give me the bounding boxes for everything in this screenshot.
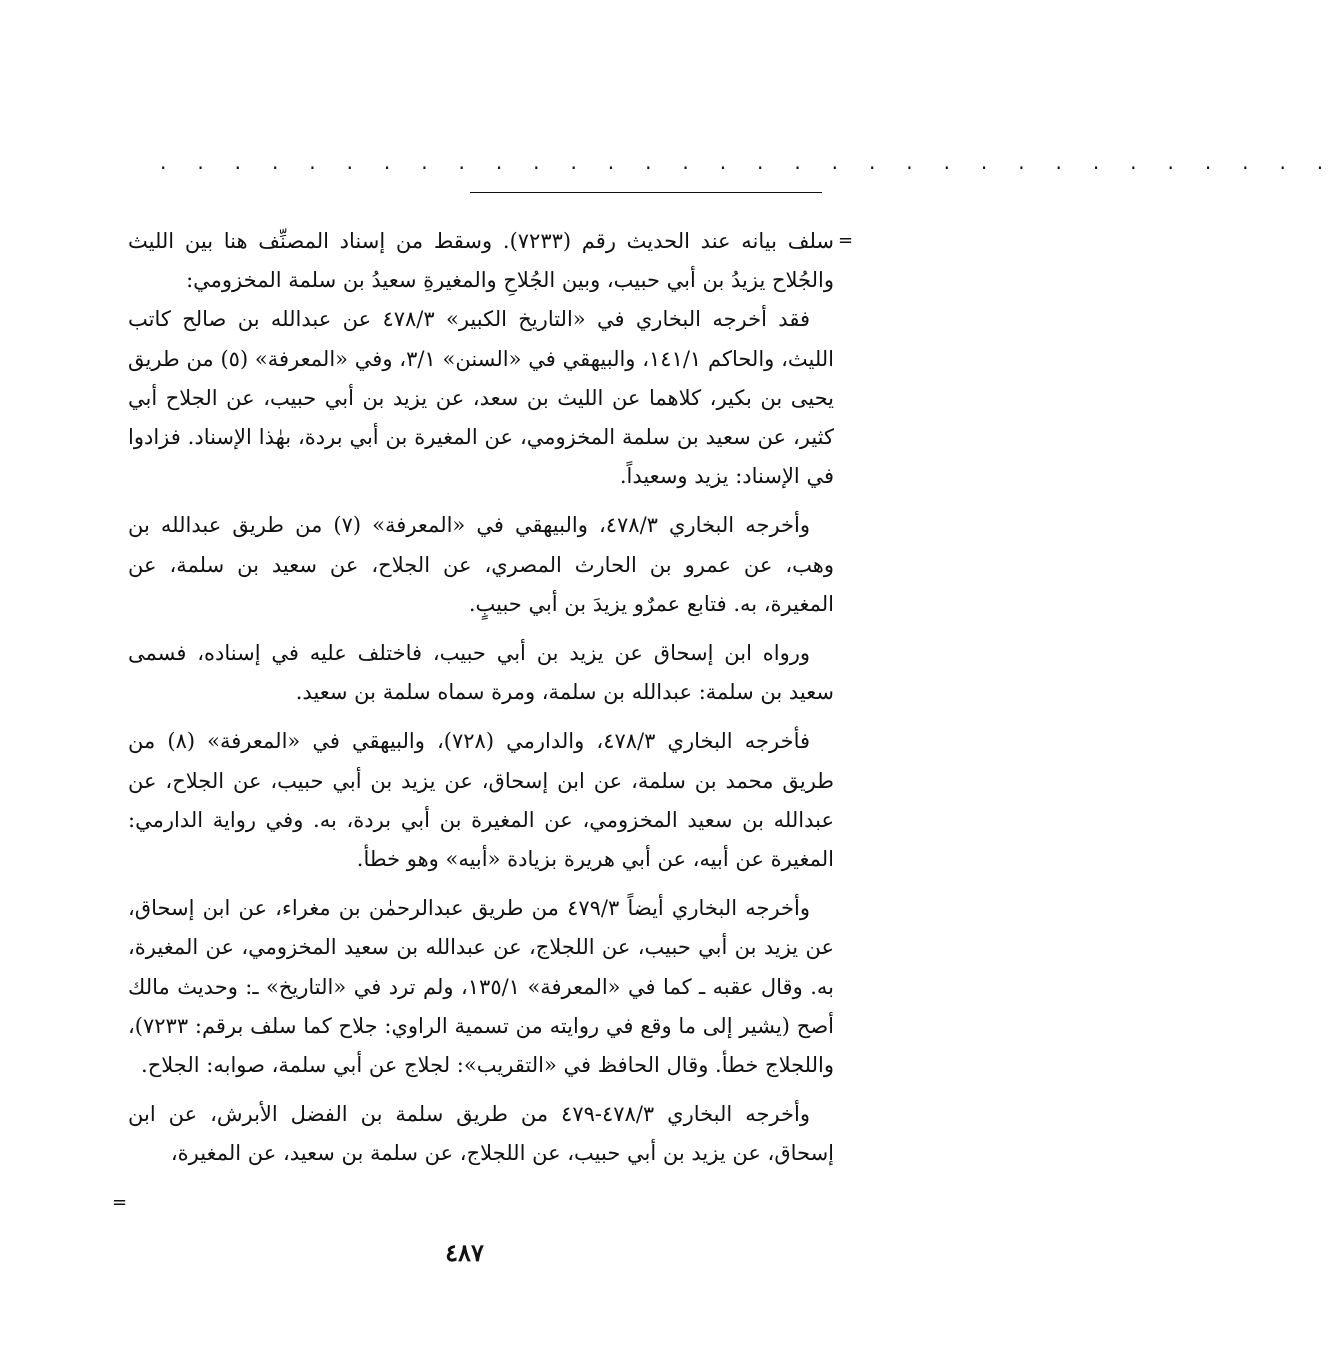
paragraph: ورواه ابن إسحاق عن يزيد بن أبي حبيب، فاختلف عليه في إسناده، فسمى سعيد بن سلمة: عبدالله بن سلمة، ومرة سماه سلمة بن سعيد. [128,641,834,705]
paragraph: فقد أخرجه البخاري في «التاريخ الكبير» ٤٧٨/٣ عن عبدالله بن صالح كاتب الليث، والحاكم ١٤١/١، والبيهقي في «السنن» ٣/١، وفي «المعرفة» (٥) من طريق يحيى بن بكير، كلاهما عن الليث بن سعد، عن يزيد بن أبي حبيب، عن الجلاح أبي كثير، عن سعيد بن سلمة المخزومي، عن المغيرة بن أبي بردة، بهٰذا الإسناد. فزادوا في الإسناد: يزيد وسعيداً. [128,307,835,489]
continuation-mark-bottom: = [112,1192,128,1213]
page-number: ٤٨٧ [445,1238,484,1267]
paragraph: وأخرجه البخاري أيضاً ٤٧٩/٣ من طريق عبدالرحمٰن بن مغراء، عن ابن إسحاق، عن يزيد بن أبي حبيب، عن اللجلاج، عن عبدالله بن سعيد المخزومي، عن المغيرة، به. وقال عقبه ـ كما في «المعرفة» ١٣٥/١، ولم ترد في «التاريخ» ـ: وحديث مالك أصح (يشير إلى ما وقع في روايته من تسمية الراوي: جلاح كما سلف برقم: ٧٢٣٣)، واللجلاج خطأ. وقال الحافظ في «التقريب»: لجلاج عن أبي سلمة، صوابه: الجلاح. [128,896,834,1078]
footnote-body [128,222,834,1174]
paragraph: وأخرجه البخاري ٤٧٨/٣، والبيهقي في «المعرفة» (٧) من طريق عبدالله بن وهب، عن عمرو بن الحارث المصري، عن الجلاح، عن سعيد بن سلمة، عن المغيرة، به. فتابع عمرٌو يزيدَ بن أبي حبيبٍ. [128,513,834,616]
footnote-rule [470,192,822,193]
paragraph: وأخرجه البخاري ٤٧٨/٣-٤٧٩ من طريق سلمة بن الفضل الأبرش، عن ابن إسحاق، عن يزيد بن أبي حبيب، عن اللجلاج، عن سلمة بن سعيد، عن المغيرة، [128,1102,834,1166]
footnote-separator-dots: . . . . . . . . . . . . . . . . . . . . . . . . . . . . . . . . [160,150,1335,174]
paragraph: سلف بيانه عند الحديث رقم (٧٢٣٣). وسقط من إسناد المصنِّف هنا بين الليث والجُلاح يزيدُ بن أبي حبيب، وبين الجُلاحِ والمغيرةِ سعيدُ بن سلمة المخزومي: [128,229,834,293]
continuation-mark-top: = [838,230,854,251]
paragraph: فأخرجه البخاري ٤٧٨/٣، والدارمي (٧٢٨)، والبيهقي في «المعرفة» (٨) من طريق محمد بن سلمة، عن ابن إسحاق، عن يزيد بن أبي حبيب، عن الجلاح، عن عبدالله بن سعيد المخزومي، عن المغيرة بن أبي بردة، به. وفي رواية الدارمي: المغيرة عن أبيه، عن أبي هريرة بزيادة «أبيه» وهو خطأ. [128,729,834,872]
